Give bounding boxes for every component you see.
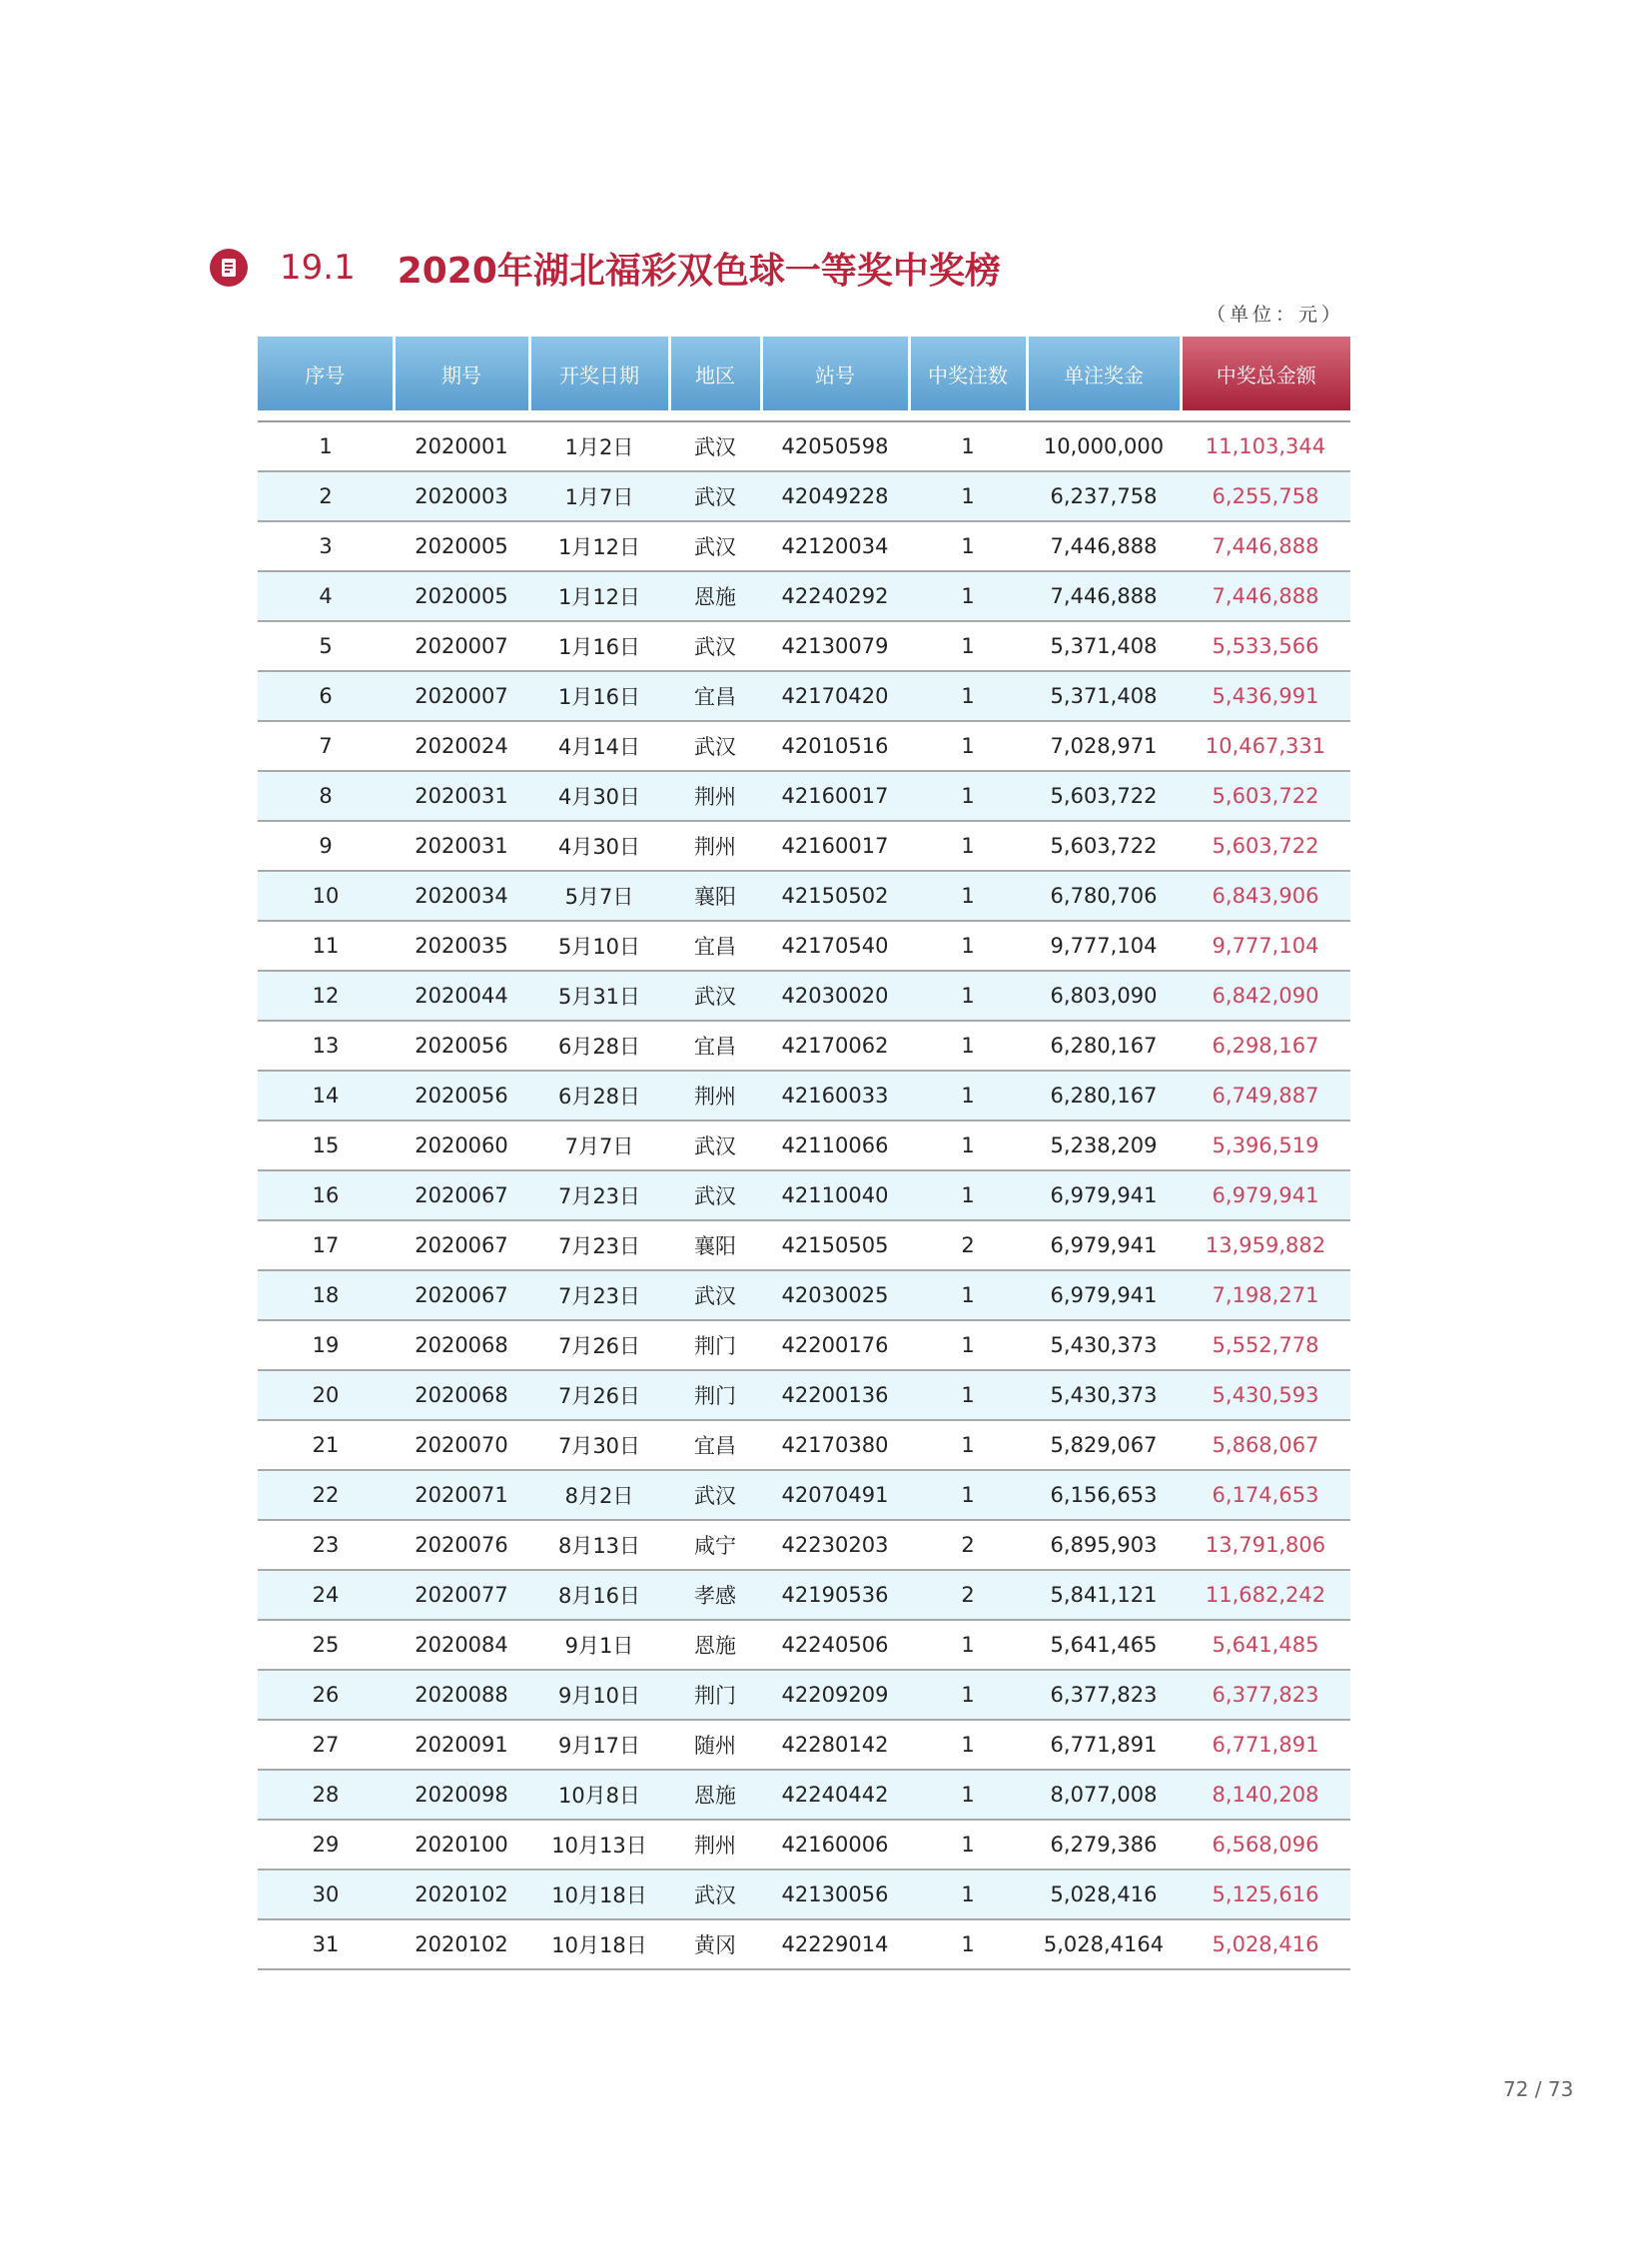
- table-cell: 1: [909, 621, 1027, 671]
- table-cell: 2020084: [394, 1620, 529, 1670]
- table-cell: 1: [909, 1021, 1027, 1071]
- column-header: 中奖总金额: [1181, 337, 1350, 412]
- table-cell: 黄冈: [669, 1919, 761, 1969]
- table-cell: 荆州: [669, 1820, 761, 1869]
- table-cell: 4月30日: [529, 771, 669, 821]
- table-cell: 2020067: [394, 1170, 529, 1220]
- table-cell: 1: [909, 1919, 1027, 1969]
- table-cell: 5,238,209: [1027, 1121, 1181, 1170]
- column-header: 站号: [761, 337, 909, 412]
- table-cell: 6月28日: [529, 1021, 669, 1071]
- table-cell: 6,280,167: [1027, 1071, 1181, 1121]
- table-cell: 1: [909, 571, 1027, 621]
- table-row: [258, 1820, 1350, 1869]
- table-cell: 5,028,416: [1027, 1869, 1181, 1919]
- table-cell: 42160033: [761, 1071, 909, 1121]
- table-cell: 武汉: [669, 1869, 761, 1919]
- table-cell: 12: [258, 971, 394, 1021]
- page-number: 72 / 73: [1503, 2077, 1574, 2101]
- table-cell: 9月1日: [529, 1620, 669, 1670]
- table-cell: 8月16日: [529, 1570, 669, 1620]
- table-row: [258, 1420, 1350, 1470]
- table-cell: 1: [909, 1820, 1027, 1869]
- table-cell: 42209209: [761, 1670, 909, 1720]
- table-row: [258, 1121, 1350, 1170]
- table-cell: 23: [258, 1520, 394, 1570]
- table-cell: 2020007: [394, 621, 529, 671]
- table-cell: 5,396,519: [1181, 1121, 1350, 1170]
- table-cell: 5,868,067: [1181, 1420, 1350, 1470]
- table-cell: 42120034: [761, 521, 909, 571]
- table-cell: 6,568,096: [1181, 1820, 1350, 1869]
- table-cell: 5月7日: [529, 871, 669, 921]
- table-cell: 28: [258, 1770, 394, 1820]
- table-cell: 1月12日: [529, 571, 669, 621]
- column-header: 单注奖金: [1027, 337, 1181, 412]
- table-row: [258, 1170, 1350, 1220]
- table-cell: 6,237,758: [1027, 471, 1181, 521]
- table-cell: 4月14日: [529, 721, 669, 771]
- table-cell: 武汉: [669, 1121, 761, 1170]
- table-cell: 10,467,331: [1181, 721, 1350, 771]
- table-row: [258, 621, 1350, 671]
- table-cell: 13,959,882: [1181, 1220, 1350, 1270]
- table-row: [258, 1770, 1350, 1820]
- table-cell: 8: [258, 771, 394, 821]
- table-cell: 3: [258, 521, 394, 571]
- table-cell: 6,979,941: [1027, 1170, 1181, 1220]
- table-cell: 2: [909, 1570, 1027, 1620]
- table-cell: 恩施: [669, 1620, 761, 1670]
- table-cell: 1: [909, 1170, 1027, 1220]
- table-row: [258, 1220, 1350, 1270]
- table-row: [258, 421, 1350, 471]
- table-cell: 29: [258, 1820, 394, 1869]
- table-cell: 18: [258, 1270, 394, 1320]
- table-cell: 42160017: [761, 821, 909, 871]
- table-cell: 1月12日: [529, 521, 669, 571]
- table-row: [258, 471, 1350, 521]
- table-cell: 武汉: [669, 971, 761, 1021]
- table-cell: 5,603,722: [1181, 771, 1350, 821]
- table-cell: 8月2日: [529, 1470, 669, 1520]
- table-cell: 1: [909, 1720, 1027, 1770]
- table-cell: 2020060: [394, 1121, 529, 1170]
- table-cell: 1: [909, 1121, 1027, 1170]
- table-cell: 42229014: [761, 1919, 909, 1969]
- table-cell: 26: [258, 1670, 394, 1720]
- table-row: [258, 1869, 1350, 1919]
- table-cell: 7月26日: [529, 1370, 669, 1420]
- table-cell: 2: [909, 1520, 1027, 1570]
- table-cell: 荆州: [669, 821, 761, 871]
- table-cell: 1: [909, 1670, 1027, 1720]
- table-cell: 19: [258, 1320, 394, 1370]
- table-cell: 武汉: [669, 1470, 761, 1520]
- table-row: [258, 1720, 1350, 1770]
- table-cell: 2020071: [394, 1470, 529, 1520]
- table-row: [258, 771, 1350, 821]
- table-cell: 武汉: [669, 1170, 761, 1220]
- table-row: [258, 1370, 1350, 1420]
- table-cell: 1: [909, 1320, 1027, 1370]
- table-row: [258, 971, 1350, 1021]
- table-cell: 2020031: [394, 771, 529, 821]
- table-cell: 咸宁: [669, 1520, 761, 1570]
- table-row: [258, 1620, 1350, 1670]
- table-cell: 8,140,208: [1181, 1770, 1350, 1820]
- table-cell: 42230203: [761, 1520, 909, 1570]
- section-heading: [210, 238, 1001, 298]
- table-cell: 7月23日: [529, 1270, 669, 1320]
- table-cell: 5月10日: [529, 921, 669, 971]
- table-cell: 6,842,090: [1181, 971, 1350, 1021]
- table-cell: 42170062: [761, 1021, 909, 1071]
- table-cell: 42010516: [761, 721, 909, 771]
- table-cell: 1: [909, 1420, 1027, 1470]
- table-cell: 恩施: [669, 1770, 761, 1820]
- table-cell: 武汉: [669, 1270, 761, 1320]
- table-cell: 6月28日: [529, 1071, 669, 1121]
- table-cell: 42110066: [761, 1121, 909, 1170]
- table-cell: 13: [258, 1021, 394, 1071]
- table-row: [258, 1470, 1350, 1520]
- winners-table: [258, 337, 1350, 1970]
- table-row: [258, 571, 1350, 621]
- table-cell: 42240292: [761, 571, 909, 621]
- table-cell: 6,979,941: [1027, 1270, 1181, 1320]
- table-cell: 武汉: [669, 621, 761, 671]
- section-title: 2020年湖北福彩双色球一等奖中奖榜: [397, 250, 1001, 292]
- table-cell: 5,552,778: [1181, 1320, 1350, 1370]
- table-cell: 17: [258, 1220, 394, 1270]
- table-cell: 10,000,000: [1027, 421, 1181, 471]
- table-cell: 5,829,067: [1027, 1420, 1181, 1470]
- table-cell: 10月18日: [529, 1919, 669, 1969]
- table-cell: 1月16日: [529, 671, 669, 721]
- table-cell: 1月16日: [529, 621, 669, 671]
- table-cell: 1: [909, 1470, 1027, 1520]
- table-cell: 6,780,706: [1027, 871, 1181, 921]
- table-cell: 5,125,616: [1181, 1869, 1350, 1919]
- table-cell: 6,979,941: [1181, 1170, 1350, 1220]
- table-cell: 6,174,653: [1181, 1470, 1350, 1520]
- table-cell: 42049228: [761, 471, 909, 521]
- table-cell: 42190536: [761, 1570, 909, 1620]
- table-cell: 42130079: [761, 621, 909, 671]
- table-cell: 荆门: [669, 1370, 761, 1420]
- table-cell: 4月30日: [529, 821, 669, 871]
- table-cell: 宜昌: [669, 1420, 761, 1470]
- table-cell: 11: [258, 921, 394, 971]
- table-cell: 襄阳: [669, 871, 761, 921]
- table-cell: 宜昌: [669, 921, 761, 971]
- table-cell: 2020024: [394, 721, 529, 771]
- table-cell: 2020007: [394, 671, 529, 721]
- table-cell: 武汉: [669, 421, 761, 471]
- table-cell: 7,028,971: [1027, 721, 1181, 771]
- table-cell: 6,255,758: [1181, 471, 1350, 521]
- table-cell: 1: [909, 721, 1027, 771]
- table-cell: 5,430,593: [1181, 1370, 1350, 1420]
- section-number: 19.1: [280, 248, 356, 288]
- table-cell: 1: [909, 921, 1027, 971]
- unit-note: （单位：元）: [1206, 304, 1344, 326]
- table-cell: 6: [258, 671, 394, 721]
- table-cell: 7,446,888: [1027, 571, 1181, 621]
- table-cell: 42110040: [761, 1170, 909, 1220]
- table-cell: 荆州: [669, 771, 761, 821]
- document-icon: [210, 249, 248, 287]
- table-cell: 1: [909, 521, 1027, 571]
- table-cell: 5,641,485: [1181, 1620, 1350, 1670]
- table-cell: 31: [258, 1919, 394, 1969]
- table-cell: 5,430,373: [1027, 1370, 1181, 1420]
- table-cell: 7,446,888: [1181, 571, 1350, 621]
- table-row: [258, 521, 1350, 571]
- table-cell: 42150502: [761, 871, 909, 921]
- table-cell: 30: [258, 1869, 394, 1919]
- table-cell: 1: [909, 971, 1027, 1021]
- table-cell: 2020003: [394, 471, 529, 521]
- table-cell: 2020070: [394, 1420, 529, 1470]
- table-cell: 10: [258, 871, 394, 921]
- table-cell: 2020067: [394, 1270, 529, 1320]
- table-row: [258, 1570, 1350, 1620]
- table-cell: 2020076: [394, 1520, 529, 1570]
- table-cell: 1: [909, 471, 1027, 521]
- table-cell: 10月18日: [529, 1869, 669, 1919]
- table-cell: 1: [258, 421, 394, 471]
- table-cell: 2020034: [394, 871, 529, 921]
- table-cell: 21: [258, 1420, 394, 1470]
- table-cell: 5,841,121: [1027, 1570, 1181, 1620]
- table-cell: 2020001: [394, 421, 529, 471]
- table-cell: 13,791,806: [1181, 1520, 1350, 1570]
- table-cell: 6,280,167: [1027, 1021, 1181, 1071]
- table-cell: 42050598: [761, 421, 909, 471]
- column-header: 中奖注数: [909, 337, 1027, 412]
- table-cell: 1: [909, 671, 1027, 721]
- table-cell: 11,682,242: [1181, 1570, 1350, 1620]
- table-row: [258, 1919, 1350, 1969]
- table-cell: 2020100: [394, 1820, 529, 1869]
- table-cell: 42240442: [761, 1770, 909, 1820]
- table-row: [258, 671, 1350, 721]
- table-cell: 7月23日: [529, 1220, 669, 1270]
- table-cell: 荆门: [669, 1670, 761, 1720]
- table-cell: 荆门: [669, 1320, 761, 1370]
- table-cell: 1: [909, 821, 1027, 871]
- table-cell: 6,377,823: [1027, 1670, 1181, 1720]
- table-cell: 42170380: [761, 1420, 909, 1470]
- table-cell: 5: [258, 621, 394, 671]
- table-cell: 2020088: [394, 1670, 529, 1720]
- table-cell: 42280142: [761, 1720, 909, 1770]
- table-cell: 5,641,465: [1027, 1620, 1181, 1670]
- table-cell: 27: [258, 1720, 394, 1770]
- column-header: 开奖日期: [529, 337, 669, 412]
- table-cell: 16: [258, 1170, 394, 1220]
- table-cell: 9: [258, 821, 394, 871]
- table-cell: 24: [258, 1570, 394, 1620]
- table-row: [258, 1071, 1350, 1121]
- table-cell: 1: [909, 1370, 1027, 1420]
- table-cell: 7月26日: [529, 1320, 669, 1370]
- table-cell: 2: [258, 471, 394, 521]
- table-cell: 2020056: [394, 1021, 529, 1071]
- table-cell: 5,603,722: [1027, 821, 1181, 871]
- table-cell: 9月10日: [529, 1670, 669, 1720]
- table-row: [258, 1320, 1350, 1370]
- column-header: 地区: [669, 337, 761, 412]
- table-row: [258, 1670, 1350, 1720]
- table-cell: 9,777,104: [1181, 921, 1350, 971]
- table-cell: 6,979,941: [1027, 1220, 1181, 1270]
- table-cell: 10月8日: [529, 1770, 669, 1820]
- table-cell: 襄阳: [669, 1220, 761, 1270]
- table-cell: 2020067: [394, 1220, 529, 1270]
- table-row: [258, 821, 1350, 871]
- table-cell: 42030020: [761, 971, 909, 1021]
- table-row: [258, 1520, 1350, 1570]
- table-cell: 随州: [669, 1720, 761, 1770]
- column-header: 序号: [258, 337, 394, 412]
- table-cell: 2020098: [394, 1770, 529, 1820]
- table-cell: 42030025: [761, 1270, 909, 1320]
- table-cell: 2: [909, 1220, 1027, 1270]
- table-cell: 42070491: [761, 1470, 909, 1520]
- table-cell: 2020102: [394, 1869, 529, 1919]
- table-cell: 武汉: [669, 521, 761, 571]
- table-cell: 42160017: [761, 771, 909, 821]
- table-cell: 42170420: [761, 671, 909, 721]
- table-cell: 2020077: [394, 1570, 529, 1620]
- table-cell: 6,843,906: [1181, 871, 1350, 921]
- table-cell: 7月30日: [529, 1420, 669, 1470]
- table-row: [258, 871, 1350, 921]
- table-cell: 荆州: [669, 1071, 761, 1121]
- table-cell: 5,603,722: [1027, 771, 1181, 821]
- table-cell: 2020044: [394, 971, 529, 1021]
- table-cell: 7月23日: [529, 1170, 669, 1220]
- table-cell: 宜昌: [669, 671, 761, 721]
- table-cell: 42170540: [761, 921, 909, 971]
- table-cell: 6,377,823: [1181, 1670, 1350, 1720]
- table-cell: 6,895,903: [1027, 1520, 1181, 1570]
- table-cell: 6,803,090: [1027, 971, 1181, 1021]
- table-cell: 1: [909, 1770, 1027, 1820]
- table-body: [258, 421, 1350, 1969]
- table-cell: 7,446,888: [1027, 521, 1181, 571]
- table-cell: 1: [909, 1071, 1027, 1121]
- table-cell: 6,279,386: [1027, 1820, 1181, 1869]
- table-cell: 25: [258, 1620, 394, 1670]
- table-cell: 42130056: [761, 1869, 909, 1919]
- table-cell: 42240506: [761, 1620, 909, 1670]
- table-cell: 1: [909, 421, 1027, 471]
- table-cell: 5,603,722: [1181, 821, 1350, 871]
- table-cell: 5,028,4164: [1027, 1919, 1181, 1969]
- table-row: [258, 1270, 1350, 1320]
- table-cell: 4: [258, 571, 394, 621]
- table-cell: 恩施: [669, 571, 761, 621]
- table-cell: 42200176: [761, 1320, 909, 1370]
- table-row: [258, 921, 1350, 971]
- table-cell: 1: [909, 1620, 1027, 1670]
- table-cell: 6,771,891: [1181, 1720, 1350, 1770]
- table-cell: 14: [258, 1071, 394, 1121]
- table-cell: 6,298,167: [1181, 1021, 1350, 1071]
- table-cell: 武汉: [669, 721, 761, 771]
- table-cell: 5,430,373: [1027, 1320, 1181, 1370]
- table-cell: 8,077,008: [1027, 1770, 1181, 1820]
- table-cell: 2020005: [394, 571, 529, 621]
- table-cell: 1: [909, 771, 1027, 821]
- table-cell: 孝感: [669, 1570, 761, 1620]
- table-cell: 1月2日: [529, 421, 669, 471]
- table-cell: 42200136: [761, 1370, 909, 1420]
- table-header-row: [258, 337, 1350, 412]
- column-header: 期号: [394, 337, 529, 412]
- table-cell: 7月7日: [529, 1121, 669, 1170]
- table-cell: 6,749,887: [1181, 1071, 1350, 1121]
- table-cell: 2020068: [394, 1320, 529, 1370]
- table-cell: 宜昌: [669, 1021, 761, 1071]
- table-cell: 5,028,416: [1181, 1919, 1350, 1969]
- table-cell: 5,371,408: [1027, 621, 1181, 671]
- table-cell: 1月7日: [529, 471, 669, 521]
- table-cell: 1: [909, 1869, 1027, 1919]
- table-cell: 2020056: [394, 1071, 529, 1121]
- table-cell: 5月31日: [529, 971, 669, 1021]
- table-cell: 2020102: [394, 1919, 529, 1969]
- table-cell: 7,198,271: [1181, 1270, 1350, 1320]
- table-cell: 2020091: [394, 1720, 529, 1770]
- table-cell: 10月13日: [529, 1820, 669, 1869]
- table-cell: 6,771,891: [1027, 1720, 1181, 1770]
- table-cell: 2020035: [394, 921, 529, 971]
- table-cell: 42160006: [761, 1820, 909, 1869]
- table-cell: 5,533,566: [1181, 621, 1350, 671]
- table-cell: 42150505: [761, 1220, 909, 1270]
- table-cell: 7,446,888: [1181, 521, 1350, 571]
- table-cell: 9月17日: [529, 1720, 669, 1770]
- table-cell: 7: [258, 721, 394, 771]
- table-cell: 15: [258, 1121, 394, 1170]
- table-cell: 1: [909, 871, 1027, 921]
- table-cell: 5,436,991: [1181, 671, 1350, 721]
- table-cell: 2020005: [394, 521, 529, 571]
- table-cell: 9,777,104: [1027, 921, 1181, 971]
- table-cell: 2020068: [394, 1370, 529, 1420]
- table-cell: 2020031: [394, 821, 529, 871]
- table-cell: 20: [258, 1370, 394, 1420]
- table-row: [258, 1021, 1350, 1071]
- table-cell: 6,156,653: [1027, 1470, 1181, 1520]
- table-row: [258, 721, 1350, 771]
- table-cell: 22: [258, 1470, 394, 1520]
- table-cell: 11,103,344: [1181, 421, 1350, 471]
- table-cell: 8月13日: [529, 1520, 669, 1570]
- table-cell: 5,371,408: [1027, 671, 1181, 721]
- table-cell: 1: [909, 1270, 1027, 1320]
- table-cell: 武汉: [669, 471, 761, 521]
